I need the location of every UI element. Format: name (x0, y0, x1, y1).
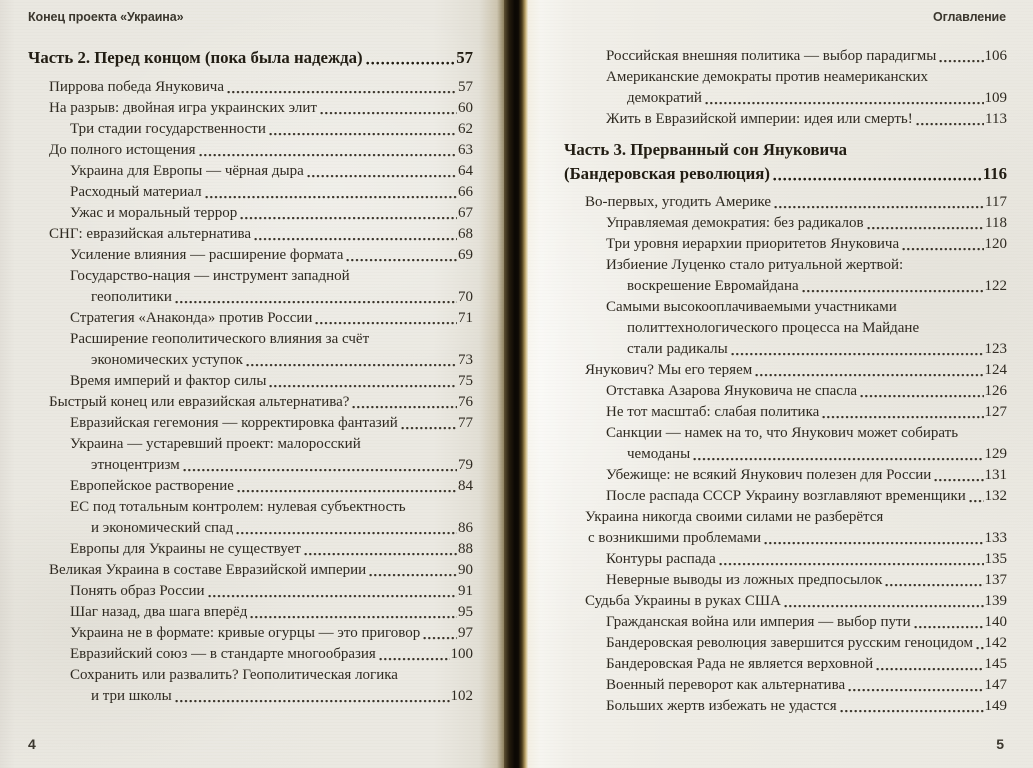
dot-leader (315, 320, 457, 326)
toc-entry-title: Янукович? Мы его теряем (585, 362, 753, 378)
toc-entry-line (564, 612, 1007, 633)
toc-entry-page-number: 63 (458, 142, 473, 158)
toc-entry-title: Часть 3. Прерванный сон Януковича (564, 140, 848, 159)
toc-entry-line (564, 423, 1007, 444)
toc-entry-line (28, 518, 473, 539)
toc-entry-page-number: 71 (458, 310, 473, 326)
dot-leader (774, 204, 984, 210)
toc-entry-line (28, 686, 473, 707)
toc-entry-line (564, 213, 1007, 234)
toc-entry-title: экономических уступок (91, 352, 243, 368)
toc-entry-line (28, 119, 473, 140)
toc-entry-line (564, 570, 1007, 591)
dot-leader (976, 645, 983, 651)
toc-entry-page-number: 126 (984, 383, 1007, 399)
toc-entry-title: Три стадии государственности (70, 121, 266, 137)
toc-entry-line (28, 602, 473, 623)
toc-entry-page-number: 88 (458, 541, 473, 557)
toc-entry-page-number: 122 (984, 278, 1007, 294)
toc-entry-title: Шаг назад, два шага вперёд (70, 604, 248, 620)
dot-leader (208, 593, 457, 599)
toc-entry-title: Военный переворот как альтернатива (606, 677, 846, 693)
toc-entry-title: Понять образ России (70, 583, 205, 599)
toc-entry-line (28, 350, 473, 371)
toc-entry-line (564, 67, 1007, 88)
dot-leader (250, 614, 457, 620)
toc-entry-title: с возникшими проблемами (588, 530, 761, 546)
dot-leader (773, 176, 982, 182)
toc-entry-title: стали радикалы (627, 341, 728, 357)
toc-entry-title: Ужас и моральный террор (70, 205, 238, 221)
toc-entry-title: Американские демократы против неамериканских (606, 69, 929, 85)
toc-entry-line (564, 633, 1007, 654)
toc-entry-page-number: 90 (458, 562, 473, 578)
toc-entry-line (564, 360, 1007, 381)
dot-leader (755, 372, 983, 378)
toc-entry-title: Быстрый конец или евразийская альтернатива? (49, 394, 350, 410)
toc-entry-line (564, 339, 1007, 360)
toc-entry-page-number: 106 (984, 48, 1007, 64)
toc-entry-title: Украина никогда своими силами не разберётся (585, 509, 884, 525)
toc-entry-title: Неверные выводы из ложных предпосылок (606, 572, 883, 588)
toc-entry-line (28, 581, 473, 602)
toc-entry-page-number: 73 (458, 352, 473, 368)
toc-entry-page-number: 86 (458, 520, 473, 536)
dot-leader (693, 456, 983, 462)
toc-entry-line (28, 623, 473, 644)
dot-leader (969, 498, 984, 504)
toc-entry-page-number: 117 (985, 194, 1007, 210)
dot-leader (366, 60, 456, 66)
dot-leader (246, 362, 457, 368)
toc-entry-page-number: 131 (984, 467, 1007, 483)
toc-entry-page-number: 142 (984, 635, 1007, 651)
toc-entry-line (564, 255, 1007, 276)
dot-leader (237, 488, 457, 494)
toc-entry-line (564, 276, 1007, 297)
toc-entry-line (28, 665, 473, 686)
dot-leader (867, 225, 985, 231)
toc-entry-title: Самыми высокооплачиваемыми участниками (606, 299, 897, 315)
dot-leader (848, 687, 983, 693)
toc-entry-title: СНГ: евразийская альтернатива (49, 226, 252, 242)
dot-leader (860, 393, 983, 399)
toc-entry-page-number: 91 (458, 583, 473, 599)
dot-leader (719, 561, 984, 567)
toc-entry-line (564, 654, 1007, 675)
dot-leader (423, 635, 457, 641)
toc-entry-page-number: 116 (982, 164, 1007, 183)
toc-entry-line (564, 507, 1007, 528)
toc-entry-page-number: 118 (985, 215, 1007, 231)
toc-entry-title: Украина для Европы — чёрная дыра (70, 163, 304, 179)
toc-entry-line (564, 486, 1007, 507)
toc-entry-page-number: 68 (458, 226, 473, 242)
toc-entry-line (564, 109, 1007, 130)
toc-entry-page-number: 69 (458, 247, 473, 263)
toc-entry-page-number: 127 (984, 404, 1007, 420)
dot-leader (205, 194, 457, 200)
toc-entry-line (564, 549, 1007, 570)
toc-entry-title: Контуры распада (606, 551, 716, 567)
left-running-header: Конец проекта «Украина» (28, 10, 184, 24)
dot-leader (304, 551, 457, 557)
toc-entry-line (564, 88, 1007, 109)
toc-entry-title: демократий (627, 90, 702, 106)
dot-leader (199, 152, 457, 158)
toc-entry-line (28, 539, 473, 560)
toc-entry-page-number: 133 (984, 530, 1007, 546)
dot-leader (346, 257, 457, 263)
toc-entry-line (28, 476, 473, 497)
toc-entry-title: Российская внешняя политика — выбор парадигмы (606, 48, 937, 64)
toc-entry-page-number: 102 (450, 688, 473, 704)
toc-entry-page-number: 57 (456, 48, 473, 67)
toc-entry-page-number: 79 (458, 457, 473, 473)
toc-entry-line (564, 444, 1007, 465)
toc-entry-page-number: 70 (458, 289, 473, 305)
toc-entry-page-number: 95 (458, 604, 473, 620)
toc-entry-title: Время империй и фактор силы (70, 373, 267, 389)
toc-entry-page-number: 135 (984, 551, 1007, 567)
toc-entry-page-number: 129 (984, 446, 1007, 462)
toc-entry-title: Государство-нация — инструмент западной (70, 268, 350, 284)
dot-leader (369, 572, 457, 578)
toc-entry-title: Сохранить или развалить? Геополитическая логика (70, 667, 398, 683)
toc-entry-title: Не тот масштаб: слабая политика (606, 404, 820, 420)
dot-leader (254, 236, 457, 242)
dot-leader (269, 383, 457, 389)
toc-entry-line (564, 381, 1007, 402)
toc-entry-line (28, 77, 473, 98)
toc-entry-line (564, 138, 1007, 162)
toc-entry-line (28, 46, 473, 70)
dot-leader (822, 414, 983, 420)
dot-leader (934, 477, 983, 483)
toc-entry-title: Управляемая демократия: без радикалов (606, 215, 864, 231)
toc-entry-title: Во-первых, угодить Америке (585, 194, 772, 210)
left-page-number: 4 (28, 736, 36, 752)
toc-entry-line (28, 434, 473, 455)
toc-entry-line (564, 528, 1007, 549)
toc-entry-title: Больших жертв избежать не удастся (606, 698, 837, 714)
toc-entry-page-number: 137 (984, 572, 1007, 588)
toc-entry-page-number: 57 (458, 79, 473, 95)
dot-leader (840, 708, 984, 714)
dot-leader (175, 299, 457, 305)
dot-leader (784, 603, 984, 609)
dot-leader (320, 110, 457, 116)
toc-entry-title: Украина не в формате: кривые огурцы — это приговор (70, 625, 421, 641)
toc-entry-line (564, 402, 1007, 423)
right-toc-list (528, 46, 1033, 717)
toc-entry-title: Расходный материал (70, 184, 202, 200)
toc-entry-title: Убежище: не всякий Янукович полезен для России (606, 467, 932, 483)
dot-leader (764, 540, 984, 546)
toc-entry-title: Усиление влияния — расширение формата (70, 247, 344, 263)
toc-entry-page-number: 124 (984, 362, 1007, 378)
toc-entry-title: Евразийская гегемония — корректировка фантазий (70, 415, 398, 431)
toc-entry-title: Судьба Украины в руках США (585, 593, 781, 609)
toc-entry-title: Стратегия «Анаконда» против России (70, 310, 313, 326)
right-page (528, 0, 1033, 768)
toc-entry-page-number: 76 (458, 394, 473, 410)
toc-entry-line (28, 203, 473, 224)
toc-entry-title: чемоданы (627, 446, 691, 462)
toc-entry-line (28, 560, 473, 581)
dot-leader (802, 288, 984, 294)
toc-entry-line (564, 46, 1007, 67)
toc-entry-line (28, 161, 473, 182)
toc-entry-line (564, 591, 1007, 612)
toc-entry-line (564, 297, 1007, 318)
dot-leader (401, 425, 457, 431)
dot-leader (731, 351, 984, 357)
toc-entry-title: Три уровня иерархии приоритетов Януковича (606, 236, 900, 252)
dot-leader (227, 89, 457, 95)
toc-entry-line (28, 245, 473, 266)
toc-entry-line (28, 287, 473, 308)
toc-entry-page-number: 120 (984, 236, 1007, 252)
toc-entry-page-number: 123 (984, 341, 1007, 357)
book-spine-gutter (504, 0, 528, 768)
toc-entry-title: На разрыв: двойная игра украинских элит (49, 100, 317, 116)
toc-entry-title: Европы для Украины не существует (70, 541, 301, 557)
dot-leader (916, 121, 984, 127)
toc-entry-title: (Бандеровская революция) (564, 164, 770, 183)
toc-entry-page-number: 66 (458, 184, 473, 200)
toc-entry-page-number: 113 (985, 111, 1007, 127)
dot-leader (352, 404, 457, 410)
toc-entry-title: Жить в Евразийской империи: идея или смерть! (606, 111, 913, 127)
toc-entry-title: Гражданская война или империя — выбор пути (606, 614, 911, 630)
dot-leader (939, 58, 983, 64)
toc-entry-title: До полного истощения (49, 142, 196, 158)
toc-entry-line (564, 192, 1007, 213)
toc-entry-page-number: 145 (984, 656, 1007, 672)
toc-entry-line (28, 644, 473, 665)
toc-entry-page-number: 147 (984, 677, 1007, 693)
dot-leader (240, 215, 457, 221)
dot-leader (876, 666, 983, 672)
right-running-header: Оглавление (933, 10, 1006, 24)
toc-entry-page-number: 77 (458, 415, 473, 431)
toc-entry-page-number: 140 (984, 614, 1007, 630)
toc-entry-page-number: 75 (458, 373, 473, 389)
toc-entry-title: Украина — устаревший проект: малоросский (70, 436, 361, 452)
toc-entry-line (28, 140, 473, 161)
dot-leader (183, 467, 457, 473)
toc-entry-title: геополитики (91, 289, 172, 305)
left-page (0, 0, 504, 768)
toc-entry-line (564, 162, 1007, 186)
toc-entry-page-number: 67 (458, 205, 473, 221)
toc-entry-page-number: 109 (984, 90, 1007, 106)
toc-entry-line (28, 392, 473, 413)
toc-entry-page-number: 97 (458, 625, 473, 641)
toc-entry-page-number: 100 (450, 646, 473, 662)
toc-entry-page-number: 62 (458, 121, 473, 137)
toc-entry-line (28, 182, 473, 203)
toc-entry-page-number: 132 (984, 488, 1007, 504)
toc-entry-title: политтехнологического процесса на Майдане (627, 320, 920, 336)
toc-entry-title: ЕС под тотальным контролем: нулевая субъектность (70, 499, 406, 515)
dot-leader (175, 698, 450, 704)
toc-entry-line (564, 675, 1007, 696)
dot-leader (914, 624, 984, 630)
toc-entry-title: Отставка Азарова Януковича не спасла (606, 383, 858, 399)
toc-entry-page-number: 139 (984, 593, 1007, 609)
toc-entry-title: этноцентризм (91, 457, 180, 473)
toc-entry-title: Пиррова победа Януковича (49, 79, 224, 95)
dot-leader (705, 100, 984, 106)
toc-entry-line (28, 497, 473, 518)
toc-entry-title: и три школы (91, 688, 172, 704)
toc-entry-title: Бандеровская революция завершится русским геноцидом (606, 635, 974, 651)
toc-entry-title: Евразийский союз — в стандарте многообразия (70, 646, 376, 662)
toc-entry-line (564, 234, 1007, 255)
toc-entry-title: Великая Украина в составе Евразийской империи (49, 562, 367, 578)
toc-entry-title: Избиение Луценко стало ритуальной жертвой: (606, 257, 904, 273)
toc-entry-line (28, 371, 473, 392)
toc-entry-page-number: 84 (458, 478, 473, 494)
toc-entry-line (28, 413, 473, 434)
toc-entry-line (28, 266, 473, 287)
dot-leader (902, 246, 983, 252)
toc-entry-line (564, 696, 1007, 717)
dot-leader (379, 656, 450, 662)
toc-entry-page-number: 64 (458, 163, 473, 179)
toc-entry-page-number: 149 (984, 698, 1007, 714)
toc-entry-title: Европейское растворение (70, 478, 234, 494)
toc-entry-page-number: 60 (458, 100, 473, 116)
dot-leader (236, 530, 457, 536)
toc-entry-title: Бандеровская Рада не является верховной (606, 656, 874, 672)
toc-entry-title: воскрешение Евромайдана (627, 278, 799, 294)
toc-entry-line (564, 318, 1007, 339)
right-page-number: 5 (996, 736, 1004, 752)
left-toc-list (0, 46, 504, 707)
toc-entry-title: После распада СССР Украину возглавляют временщики (606, 488, 966, 504)
dot-leader (269, 131, 457, 137)
toc-entry-line (28, 455, 473, 476)
dot-leader (307, 173, 457, 179)
toc-entry-title: Санкции — намек на то, что Янукович может собирать (606, 425, 959, 441)
toc-entry-title: и экономический спад (91, 520, 234, 536)
toc-entry-line (564, 465, 1007, 486)
toc-entry-line (28, 308, 473, 329)
toc-entry-line (28, 98, 473, 119)
toc-entry-line (28, 224, 473, 245)
dot-leader (885, 582, 983, 588)
toc-entry-line (28, 329, 473, 350)
toc-entry-title: Часть 2. Перед концом (пока была надежда) (28, 48, 363, 67)
toc-entry-title: Расширение геополитического влияния за счёт (70, 331, 370, 347)
